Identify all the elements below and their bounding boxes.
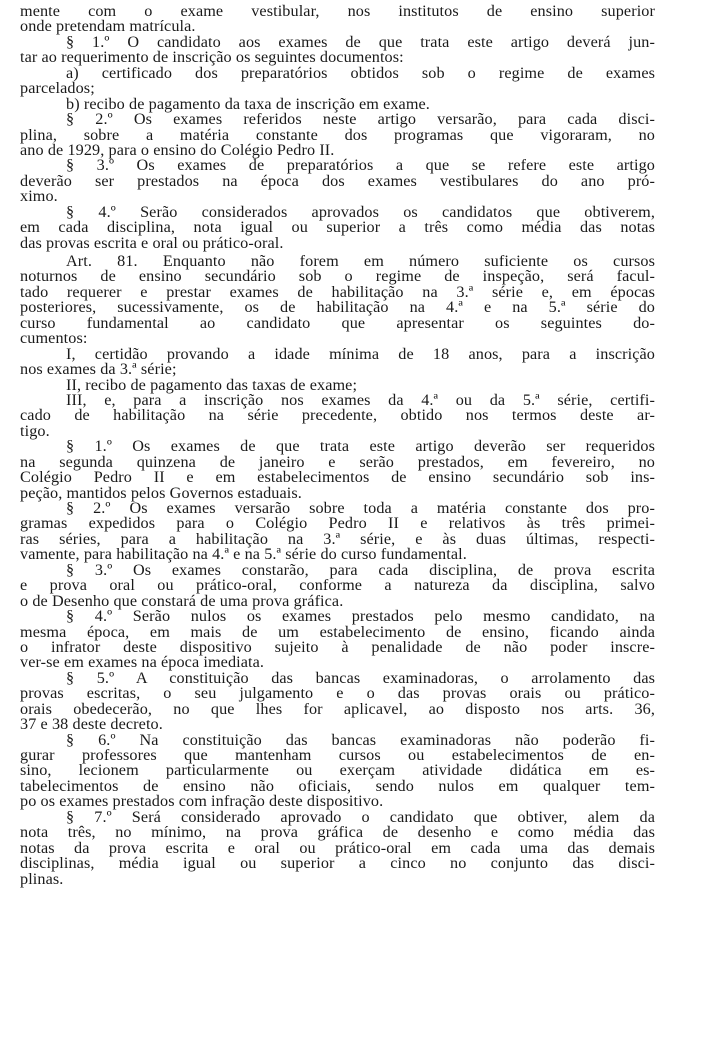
text-line: b) recibo de pagamento da taxa de inscrição em exame. <box>66 94 430 113</box>
text-line: nota três, no mínimo, na prova gráfica de desenho e como média das <box>20 823 655 842</box>
text-line: onde pretendam matrícula. <box>20 17 196 36</box>
text-line: ver-se em exames na época imediata. <box>20 653 265 672</box>
text-line: § 3.º Os exames de preparatórios a que se refere este artigo <box>66 156 655 175</box>
text-line: tar ao requerimento de inscrição os seguintes documentos: <box>20 48 404 67</box>
text-line: provas escritas, o seu julgamento e o das provas orais ou prático- <box>20 684 655 703</box>
text-line: Colégio Pedro II e em estabelecimentos de ensino secundário sob ins- <box>20 468 655 487</box>
text-line: sino, lecionem particularmente ou exerçam atividade didática em es- <box>20 761 655 780</box>
text-line: § 4.º Serão considerados aprovados os candidatos que obtiverem, <box>66 202 655 221</box>
text-line: 37 e 38 deste decreto. <box>20 715 163 734</box>
text-line: § 6.º Na constituição das bancas examinadoras não poderão fi- <box>66 730 655 749</box>
document-page <box>20 4 655 887</box>
text-line: gurar professores que mantenham cursos ou estabelecimentos de en- <box>20 746 655 764</box>
text-line: § 1.º Os exames de que trata este artigo deverão ser requeridos <box>66 437 655 456</box>
text-line: mesma época, em mais de um estabelecimento de ensino, ficando ainda <box>20 622 655 641</box>
text-line: ras séries, para a habilitação na 3.ª série, e às duas últimas, respecti- <box>20 529 655 548</box>
text-line: tigo. <box>20 421 50 440</box>
text-line: cumentos: <box>20 329 88 348</box>
text-line: vamente, para habilitação na 4.ª e na 5.ª série do curso fundamental. <box>20 545 467 564</box>
text-line: II, recibo de pagamento das taxas de exame; <box>66 375 358 394</box>
text-line: § 3.º Os exames constarão, para cada disciplina, de prova escrita <box>66 560 655 579</box>
text-line: nos exames da 3.ª série; <box>20 360 177 379</box>
text-line: § 7.º Será considerado aprovado o candidato que obtiver, alem da <box>66 807 655 826</box>
text-line: das provas escrita e oral ou prático-oral. <box>20 233 284 252</box>
text-line: ano de 1929, para o ensino do Colégio Pedro II. <box>20 140 335 159</box>
text-line: em cada disciplina, nota igual ou superior a três como média das notas <box>20 218 655 237</box>
text-line: gramas expedidos para o Colégio Pedro II e relativos às três primei- <box>20 514 655 533</box>
text-line: disciplinas, média igual ou superior a cinco no conjunto das disci- <box>20 854 655 873</box>
text-line: orais obedecerão, no que lhes for aplicavel, ao disposto nos arts. 36, <box>20 699 655 718</box>
text-line: o infrator deste dispositivo sujeito à penalidade de não poder inscre- <box>20 637 655 656</box>
text-line: e prova oral ou prático-oral, conforme a natureza da disciplina, salvo <box>20 576 655 595</box>
text-line: peção, mantidos pelos Governos estaduais. <box>20 483 302 502</box>
text-line: § 2.º Os exames versarão sobre toda a matéria constante dos pro- <box>66 499 655 517</box>
text-line: notas da prova escrita e oral ou prático-oral em cada uma das demais <box>20 838 655 857</box>
text-line: Art. 81. Enquanto não forem em número suficiente os cursos <box>66 252 655 270</box>
text-line: ximo. <box>20 187 58 206</box>
text-line: mente com o exame vestibular, nos institutos de ensino superior <box>20 2 655 20</box>
text-line: § 4.º Serão nulos os exames prestados pelo mesmo candidato, na <box>66 607 655 626</box>
text-line: § 2.º Os exames referidos neste artigo versarão, para cada disci- <box>66 110 655 129</box>
text-line: plinas. <box>20 869 64 888</box>
text-line: tado requerer e prestar exames de habilitação na 3.ª série e, em épocas <box>20 282 655 301</box>
text-line: parcelados; <box>20 79 95 98</box>
text-line: o de Desenho que constará de uma prova gráfica. <box>20 591 344 610</box>
text-line: deverão ser prestados na época dos exames vestibulares do ano pró- <box>20 171 655 190</box>
text-line: I, certidão provando a idade mínima de 18 anos, para a inscrição <box>66 344 655 363</box>
text-line: na segunda quinzena de janeiro e serão prestados, em fevereiro, no <box>20 452 655 471</box>
text-line: tabelecimentos de ensino não oficiais, sendo nulos em qualquer tem- <box>20 776 655 795</box>
text-line: § 5.º A constituição das bancas examinadoras, o arrolamento das <box>66 668 655 687</box>
text-line: cado de habilitação na série precedente, obtido nos termos deste ar- <box>20 406 655 425</box>
text-line: po os exames prestados com infração deste dispositivo. <box>20 792 384 811</box>
text-line: plina, sobre a matéria constante dos programas que vigoraram, no <box>20 125 655 144</box>
text-line: a) certificado dos preparatórios obtidos sob o regime de exames <box>66 63 655 82</box>
text-line: posteriores, sucessivamente, os de habilitação na 4.ª e na 5.ª série do <box>20 298 655 317</box>
text-line: § 1.º O candidato aos exames de que trata este artigo deverá jun- <box>66 32 655 51</box>
text-line: noturnos de ensino secundário sob o regime de inspeção, será facul- <box>20 267 655 286</box>
text-line: III, e, para a inscrição nos exames da 4.ª ou da 5.ª série, certifi- <box>66 390 655 409</box>
text-line: curso fundamental ao candidato que apresentar os seguintes do- <box>20 313 655 332</box>
